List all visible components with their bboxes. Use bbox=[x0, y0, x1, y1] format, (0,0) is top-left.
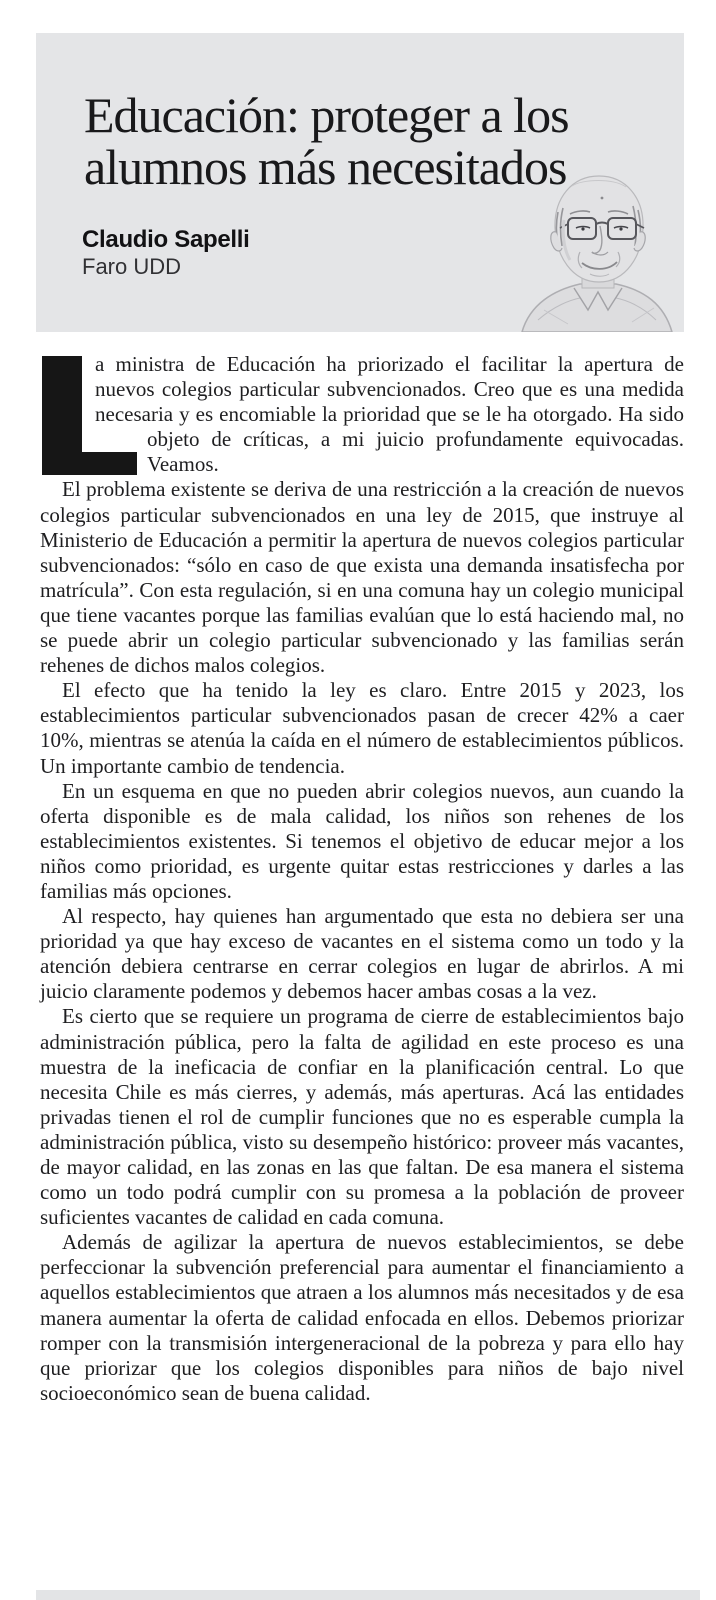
article-paragraph: El efecto que ha tenido la ley es claro. Entre 2015 y 2023, los establecimientos particular subvencionados pasan de crecer 42% a caer 10%, mientras se atenúa la caída en el número de establecimientos públicos. Un importante cambio de tendencia. bbox=[40, 678, 684, 778]
article-paragraph: En un esquema en que no pueden abrir colegios nuevos, aun cuando la oferta disponible es de mala calidad, los niños son rehenes de los establecimientos existentes. Si tenemos el objetivo de educar mejor a los niños como prioridad, es urgente quitar estas restricciones y darles a las familias más opciones. bbox=[40, 778, 684, 903]
portrait-sketch-icon bbox=[514, 160, 682, 332]
article-paragraph: Además de agilizar la apertura de nuevos establecimientos, se debe perfeccionar la subvención preferencial para aumentar el financiamiento a aquellos establecimientos que atraen a los alumnos más necesitados y de esa manera aumentar la oferta de calidad enfocada en ellos. Debemos priorizar romper con la transmisión intergeneracional de la pobreza y para ello hay que priorizar que los colegios disponibles para niños de bajo nivel socioeconómico sean de buena calidad. bbox=[40, 1230, 684, 1405]
article-paragraph: Es cierto que se requiere un programa de cierre de establecimientos bajo administración pública, pero la falta de agilidad en este proceso es una muestra de la ineficacia de confiar en la planificación central. Lo que necesita Chile es más cierres, y además, más aperturas. Acá las entidades privadas tienen el rol de cumplir funciones que no es esperable cumpla la administración pública, visto su desempeño histórico: proveer más vacantes, de mayor calidad, en las zonas en las que faltan. De esa manera el sistema como un todo podrá cumplir con su promesa a la población de proveer suficientes vacantes de calidad en cada comuna. bbox=[40, 1004, 684, 1230]
article-paragraph: El problema existente se deriva de una restricción a la creación de nuevos colegios particular subvencionados en una ley de 2015, que instruye al Ministerio de Educación a permitir la apertura de nuevos colegios particular subvencionados: “sólo en caso de que exista una demanda insatisfecha por matrícula”. Con esta regulación, si en una comuna hay un colegio municipal que tiene vacantes porque las familias evalúan que lo está haciendo mal, no se puede abrir un colegio particular subvencionado y las familias serán rehenes de dichos malos colegios. bbox=[40, 477, 684, 678]
author-affiliation: Faro UDD bbox=[82, 254, 182, 279]
article-paragraph: Al respecto, hay quienes han argumentado que esta no debiera ser una prioridad ya que hay exceso de vacantes en el sistema como un todo y la atención debiera centrarse en cerrar colegios en lugar de abrirlos. A mi juicio claramente podemos y debemos hacer ambas cosas a la vez. bbox=[40, 904, 684, 1004]
article-header bbox=[36, 33, 684, 332]
paragraph-text: a ministra de Educación ha priorizado el facilitar la apertura de nuevos colegios particular subvencionados. Creo que es una medida necesaria y es encomiable la prioridad que se le ha otorgado. Ha sido objeto de críticas, a mi juicio profundamente equivocadas. Veamos. bbox=[95, 352, 684, 477]
article-paragraph bbox=[40, 352, 684, 477]
article-body bbox=[40, 352, 684, 1406]
author-name: Claudio Sapelli bbox=[82, 226, 250, 253]
next-section-cropped-edge bbox=[36, 1590, 700, 1600]
page-title: Educación: proteger a los alumnos más necesitados bbox=[84, 86, 569, 195]
author-portrait bbox=[514, 160, 682, 332]
